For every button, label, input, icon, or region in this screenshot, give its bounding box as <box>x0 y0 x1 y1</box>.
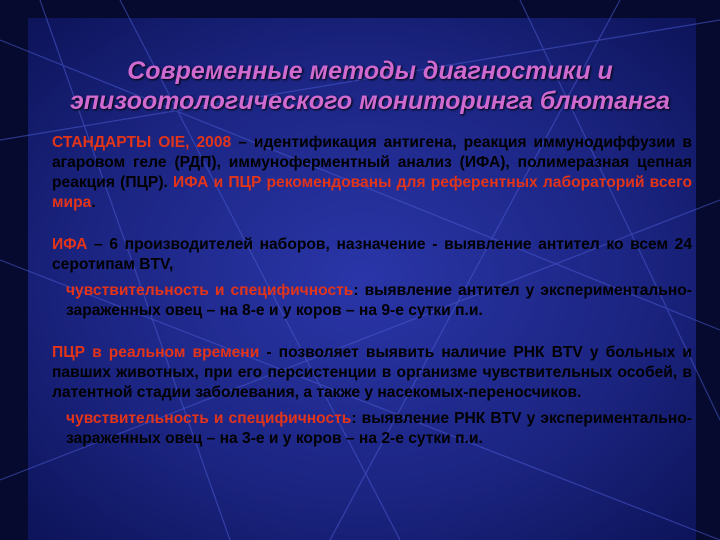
slide-title-line-1: Современные методы диагностики и <box>127 57 613 85</box>
slide-title <box>60 56 680 116</box>
paragraph-pcr <box>52 343 692 403</box>
ifa-label: ИФА <box>52 236 88 253</box>
slide-content <box>52 133 692 449</box>
pcr-text: - позволяет выявить наличие РНК BTV у больных и павших животных, при его персистенции в организме чувствительных особей, в латентной стадии заболевания, а также у насекомых-переносчиков. <box>52 344 693 401</box>
paragraph-ifa-sensitivity <box>52 281 692 321</box>
pcr-sensitivity-label: чувствительность и специфичность <box>66 410 352 427</box>
pcr-sensitivity-text: : выявление РНК BTV у экспериментально-зараженных овец – на 3-е и у коров – на 2-е сутки п.и. <box>66 410 693 447</box>
paragraph-oie-standards <box>52 133 692 213</box>
oie-recommendation-text: ИФА и ПЦР рекомендованы для референтных лабораторий всего мира <box>52 174 692 211</box>
slide-title-line-2: эпизоотологического мониторинга блютанга <box>69 87 671 115</box>
oie-standards-label: СТАНДАРТЫ OIE, 2008 <box>52 134 232 151</box>
paragraph-pcr-sensitivity <box>52 409 692 449</box>
paragraph-ifa <box>52 235 692 275</box>
oie-period: . <box>91 194 96 211</box>
ifa-text: – 6 производителей наборов, назначение - выявление антител ко всем 24 серотипам BTV, <box>52 236 692 273</box>
oie-methods-text: – идентификация антигена, реакция иммунодиффузии в агаровом геле (РДП), иммуноферментный анализ (ИФА), полимеразная цепная реакция (ПЦР). <box>52 134 692 191</box>
ifa-sensitivity-label: чувствительность и специфичность <box>66 282 354 299</box>
ifa-sensitivity-text: : выявление антител у экспериментально-зараженных овец – на 8-е и у коров – на 9-е сутки п.и. <box>66 282 692 319</box>
pcr-label: ПЦР в реальном времени <box>52 344 260 361</box>
